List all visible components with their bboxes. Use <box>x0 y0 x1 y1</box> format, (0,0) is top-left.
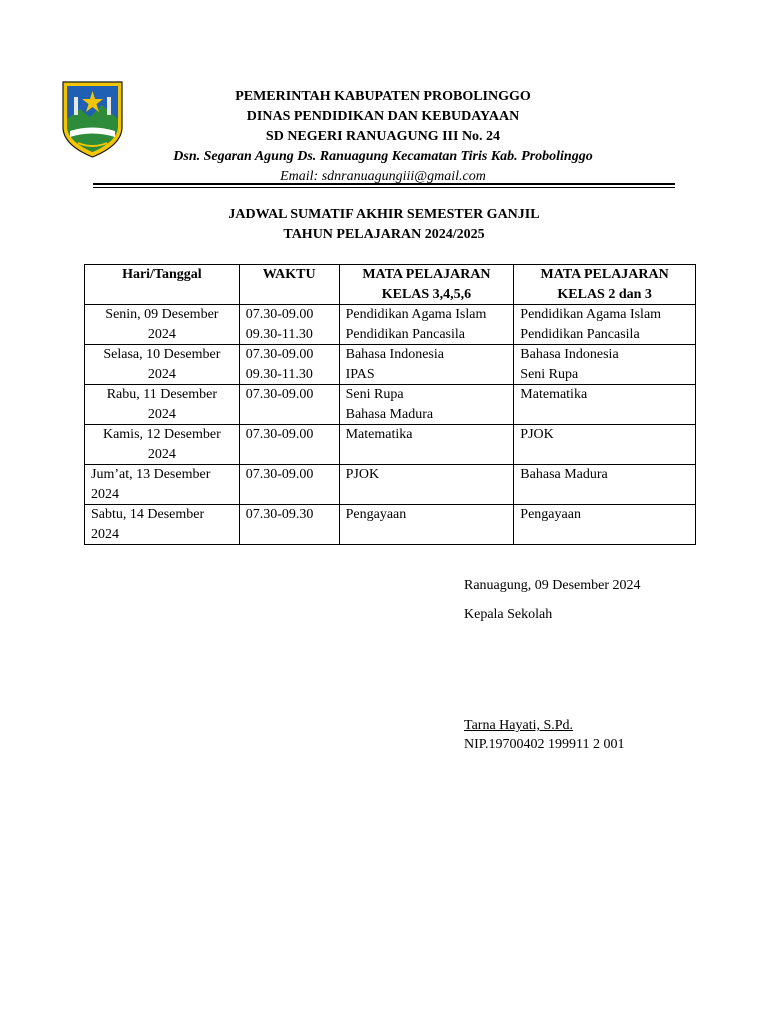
letterhead-divider <box>93 183 675 185</box>
office-name: DINAS PENDIDIKAN DAN KEBUDAYAAN <box>246 109 520 124</box>
cell-mapel-a: Pendidikan Agama Islam Pendidikan Pancasila <box>339 305 514 345</box>
gov-name: PEMERINTAH KABUPATEN PROBOLINGGO <box>235 89 531 104</box>
table-row <box>85 465 696 505</box>
title-line-1: JADWAL SUMATIF AKHIR SEMESTER GANJIL <box>228 207 540 222</box>
cell-waktu: 07.30-09.00 09.30-11.30 <box>239 305 339 345</box>
cell-mapel-b: Bahasa Madura <box>514 465 696 505</box>
header-mapel-kelas-3456 <box>339 265 514 305</box>
school-name: SD NEGERI RANUAGUNG III No. 24 <box>265 129 501 144</box>
cell-hari: Selasa, 10 Desember 2024 <box>85 345 240 385</box>
regency-emblem-logo <box>60 79 125 159</box>
school-address: Dsn. Segaran Agung Ds. Ranuagung Kecamatan Tiris Kab. Probolinggo <box>173 149 593 164</box>
cell-mapel-b: Pengayaan <box>514 505 696 545</box>
header-waktu: WAKTU <box>239 265 339 305</box>
cell-mapel-b: Bahasa Indonesia Seni Rupa <box>514 345 696 385</box>
header-text: MATA PELAJARAN <box>540 267 669 282</box>
header-hari-tanggal: Hari/Tanggal <box>85 265 240 305</box>
cell-waktu: 07.30-09.00 <box>239 385 339 425</box>
cell-mapel-a: Bahasa Indonesia IPAS <box>339 345 514 385</box>
schedule-table <box>84 264 696 545</box>
table-header-row <box>85 265 696 305</box>
cell-mapel-a: Seni Rupa Bahasa Madura <box>339 385 514 425</box>
header-mapel-kelas-2-3 <box>514 265 696 305</box>
cell-waktu: 07.30-09.00 <box>239 425 339 465</box>
signature-place-date: Ranuagung, 09 Desember 2024 <box>464 578 641 593</box>
cell-mapel-a: Pengayaan <box>339 505 514 545</box>
school-email: Email: sdnranuagungiii@gmail.com <box>280 169 486 184</box>
cell-waktu: 07.30-09.00 09.30-11.30 <box>239 345 339 385</box>
cell-hari: Senin, 09 Desember 2024 <box>85 305 240 345</box>
signature-name: Tarna Hayati, S.Pd. <box>464 718 574 733</box>
cell-mapel-b: PJOK <box>514 425 696 465</box>
table-row <box>85 305 696 345</box>
cell-hari: Rabu, 11 Desember 2024 <box>85 385 240 425</box>
cell-hari: Kamis, 12 Desember 2024 <box>85 425 240 465</box>
document-title <box>84 205 684 245</box>
header-text: KELAS 3,4,5,6 <box>381 286 472 302</box>
cell-mapel-b: Matematika <box>514 385 696 425</box>
letterhead <box>150 87 616 187</box>
signature-nip: NIP.19700402 199911 2 001 <box>464 737 625 752</box>
cell-mapel-b: Pendidikan Agama Islam Pendidikan Pancasila <box>514 305 696 345</box>
cell-hari: Jum’at, 13 Desember 2024 <box>85 465 240 505</box>
cell-waktu: 07.30-09.00 <box>239 465 339 505</box>
header-text: KELAS 2 dan 3 <box>557 286 652 302</box>
table-row <box>85 385 696 425</box>
table-row <box>85 425 696 465</box>
table-row <box>85 345 696 385</box>
cell-mapel-a: PJOK <box>339 465 514 505</box>
signature-position: Kepala Sekolah <box>464 607 553 622</box>
table-row <box>85 505 696 545</box>
cell-mapel-a: Matematika <box>339 425 514 465</box>
cell-hari: Sabtu, 14 Desember 2024 <box>85 505 240 545</box>
title-line-2: TAHUN PELAJARAN 2024/2025 <box>283 227 485 242</box>
cell-waktu: 07.30-09.30 <box>239 505 339 545</box>
header-text: MATA PELAJARAN <box>362 267 491 282</box>
letterhead-divider-thin <box>93 187 675 188</box>
